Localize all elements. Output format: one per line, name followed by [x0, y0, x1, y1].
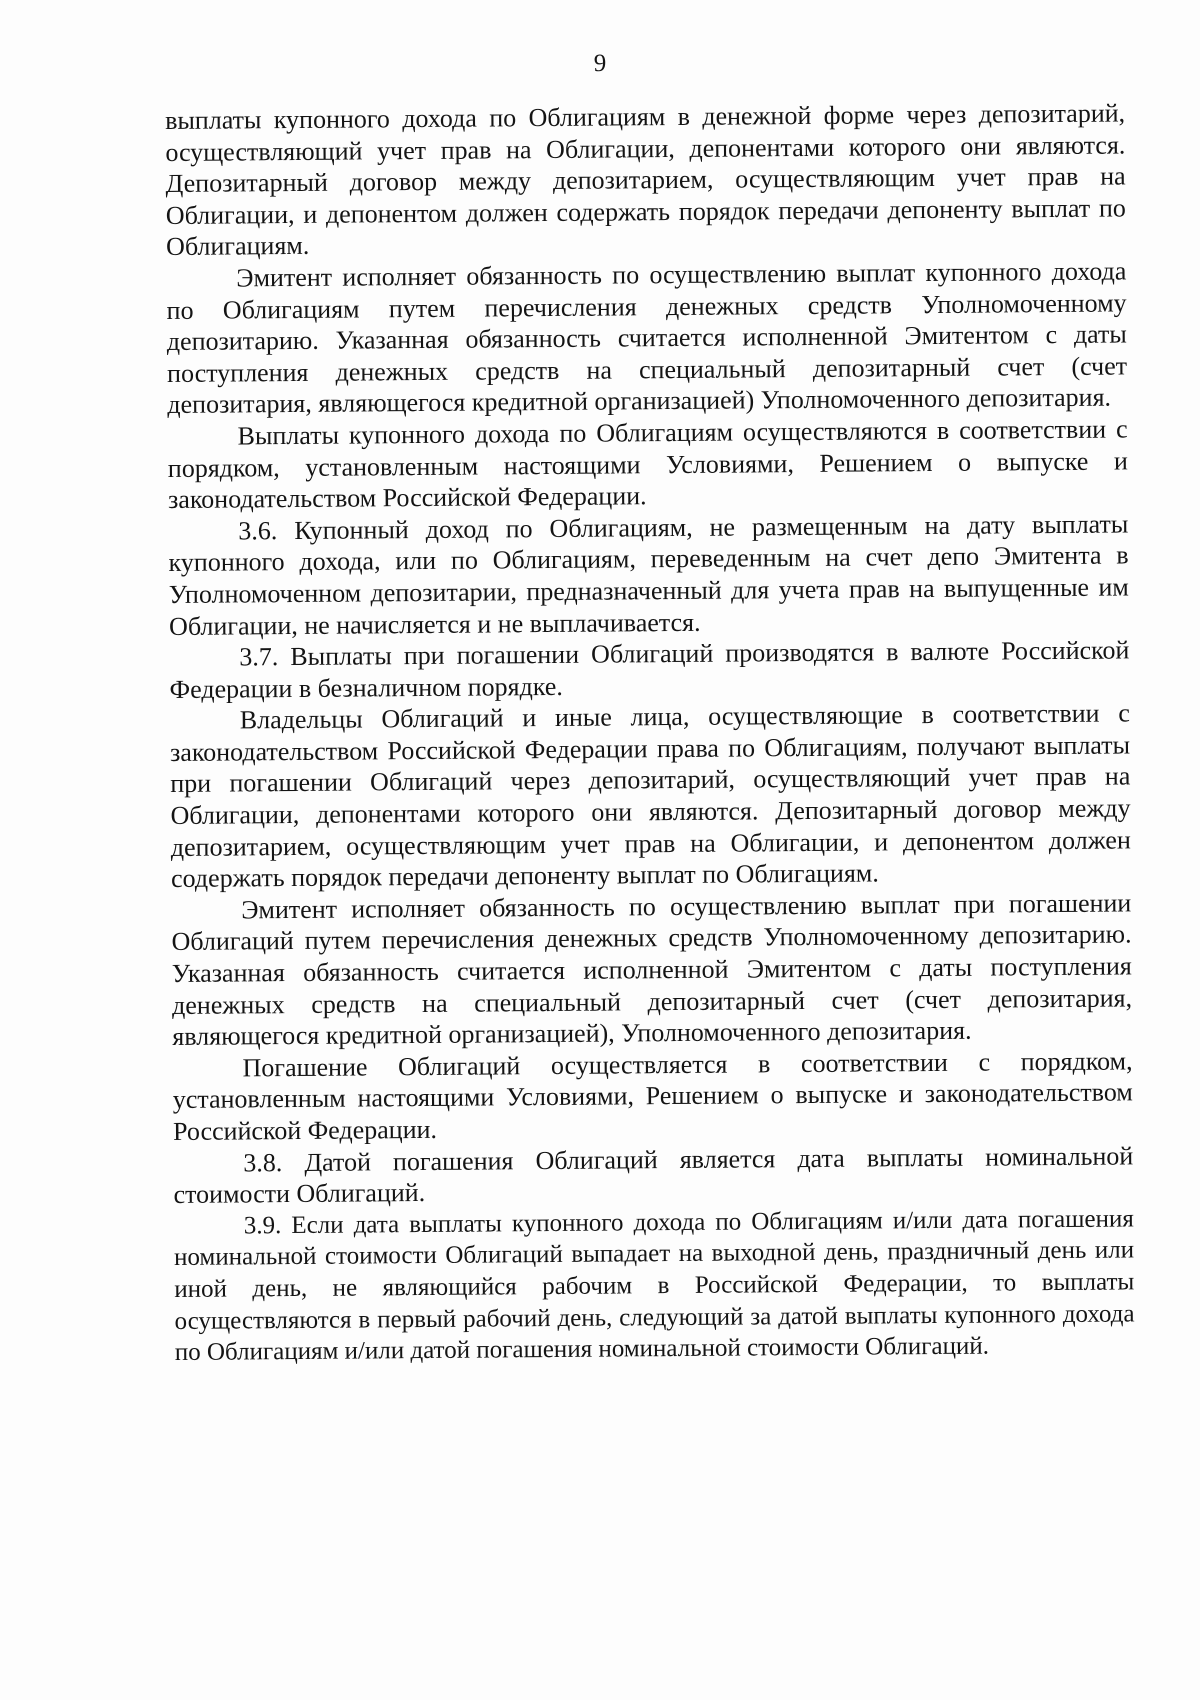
page-number: 9	[593, 50, 607, 77]
paragraph-coupon-payment-order: Выплаты купонного дохода по Облигациям осуществляются в соответствии с порядком, установленным настоящими Условиями, Решением о выпуске и законодательством Российской Федерации.	[167, 414, 1128, 515]
paragraph-clause-3-9: 3.9. Если дата выплаты купонного дохода по Облигациям и/или дата погашения номинальной стоимости Облигаций выпадает на выходной день, праздничный день или иной день, не являющийся рабочим в Российской Федерации, то выплаты осуществляются в первый рабочий день, следующий за датой выплаты купонного дохода по Облигациям и/или датой погашения номинальной стоимости Облигаций.	[173, 1205, 1135, 1367]
paragraph-redemption-obligation-fulfillment: Эмитент исполняет обязанность по осуществлению выплат при погашении Облигаций путем перечисления денежных средств Уполномоченному депозитарию. Указанная обязанность считается исполненной Эмитентом с даты поступления денежных средств на специальный депозитарный счет (счет депозитария, являющегося кредитной организацией), Уполномоченного депозитария.	[171, 888, 1133, 1052]
paragraph-clause-3-6: 3.6. Купонный доход по Облигациям, не размещенным на дату выплаты купонного дохода, или по Облигациям, переведенным на счет депо Эмитента в Уполномоченном депозитарии, предназначенный для учета прав на выпущенные им Облигации, не начисляется и не выплачивается.	[168, 509, 1129, 641]
paragraph-coupon-payment-continuation: выплаты купонного дохода по Облигациям в денежной форме через депозитарий, осуществляющий учет прав на Облигации, депонентами которого они являются. Депозитарный договор между депозитарием, осуществляющим учет прав на Облигации, и депонентом должен содержать порядок передачи депоненту выплат по Облигациям.	[165, 98, 1126, 262]
document-body	[165, 97, 1135, 1368]
paragraph-bondholders-redemption: Владельцы Облигаций и иные лица, осуществляющие в соответствии с законодательством Российской Федерации права по Облигациям, получают выплаты при погашении Облигаций через депозитарий, осуществляющий учет прав на Облигации, депонентами которого они являются. Депозитарный договор между депозитарием, осуществляющим учет прав на Облигации, и депонентом должен содержать порядок передачи депоненту выплат по Облигациям.	[169, 698, 1131, 894]
paragraph-coupon-obligation-fulfillment: Эмитент исполняет обязанность по осуществлению выплат купонного дохода по Облигациям путем перечисления денежных средств Уполномоченному депозитарию. Указанная обязанность считается исполненной Эмитентом с даты поступления денежных средств на специальный депозитарный счет (счет депозитария, являющегося кредитной организацией) Уполномоченного депозитария.	[166, 256, 1128, 420]
paragraph-clause-3-7: 3.7. Выплаты при погашении Облигаций производятся в валюте Российской Федерации в безналичном порядке.	[169, 635, 1130, 704]
paragraph-redemption-order: Погашение Облигаций осуществляется в соответствии с порядком, установленным настоящими Условиями, Решением о выпуске и законодательством Российской Федерации.	[172, 1046, 1133, 1146]
paragraph-clause-3-8: 3.8. Датой погашения Облигаций является дата выплаты номинальной стоимости Облигаций.	[173, 1141, 1134, 1210]
